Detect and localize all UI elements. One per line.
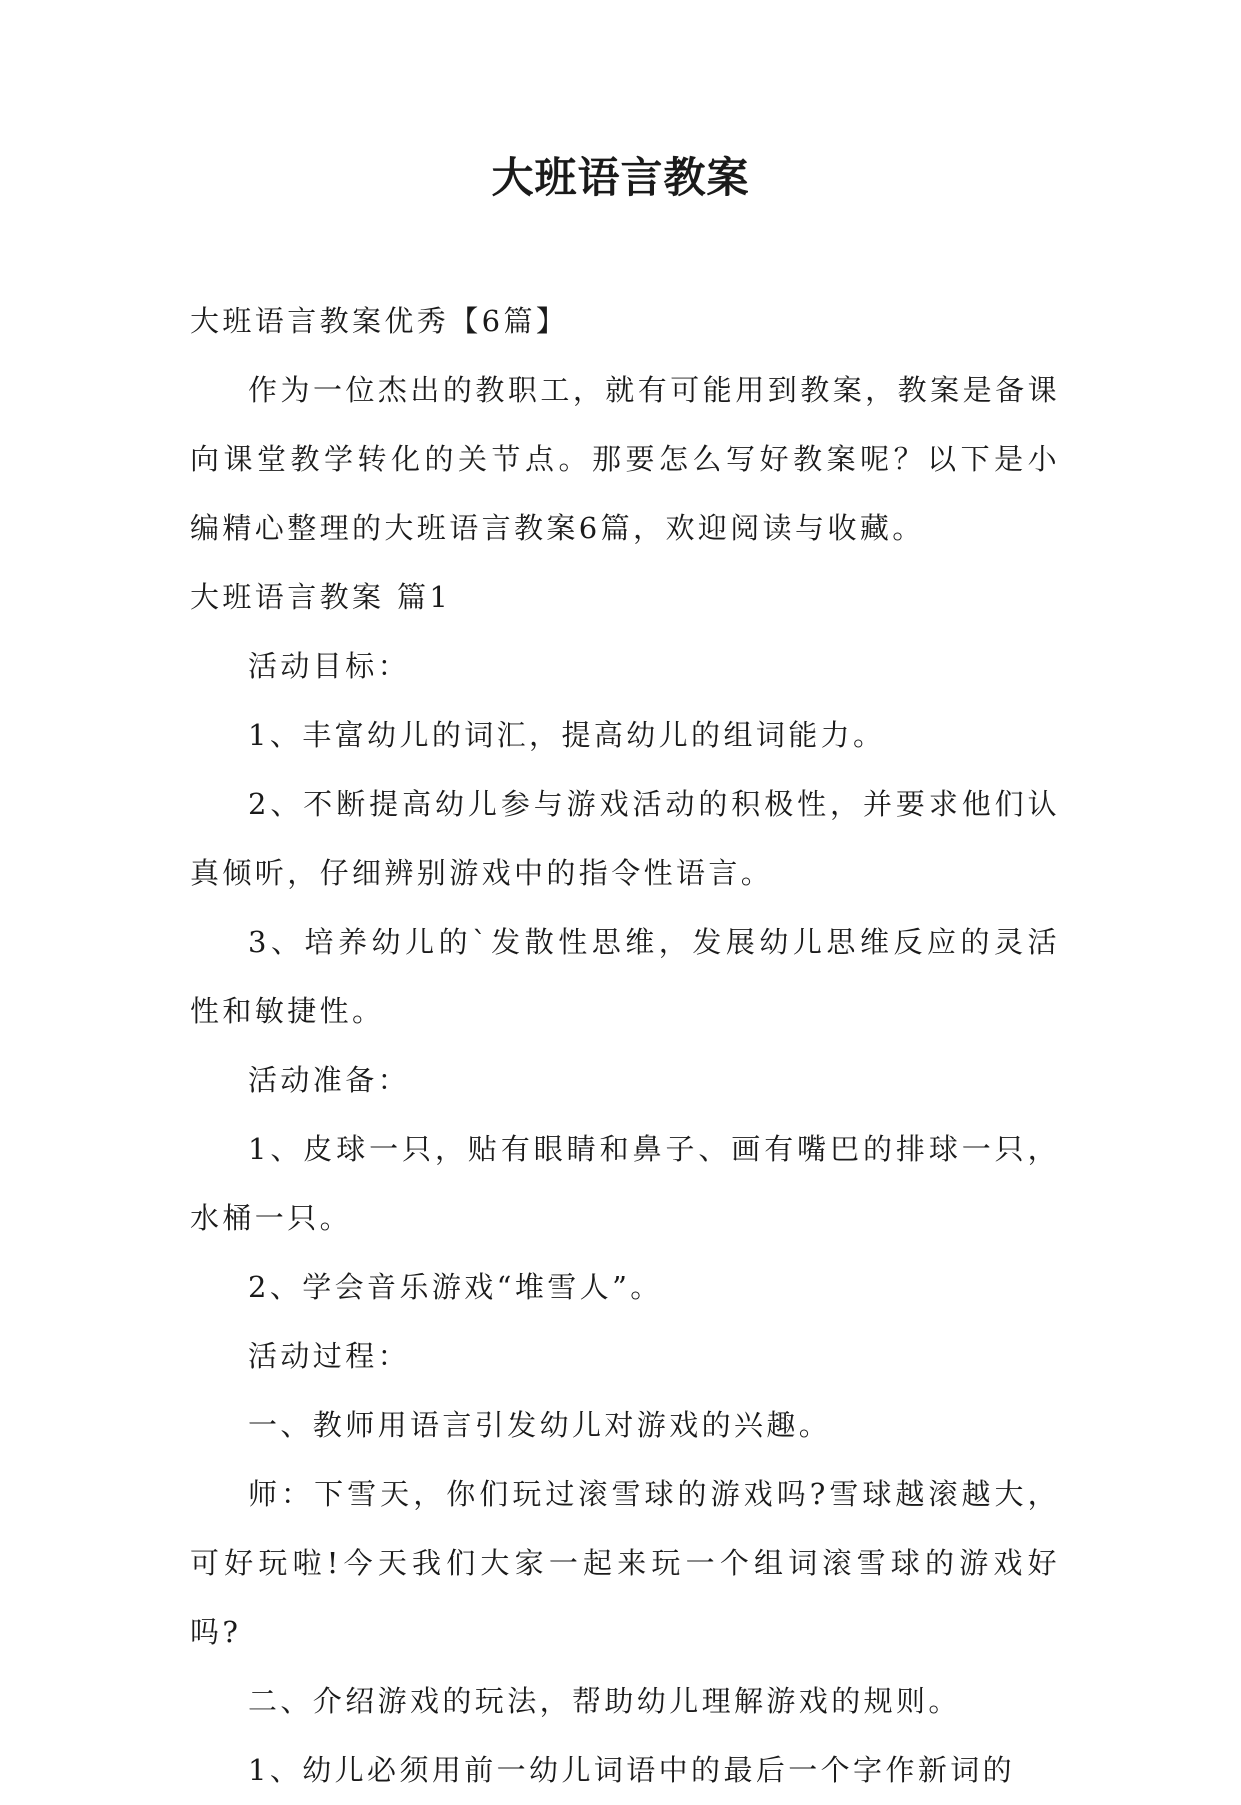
paragraph-prep-1: 1、皮球一只，贴有眼睛和鼻子、画有嘴巴的排球一只，水桶一只。 [190,1132,1060,1235]
document-body [190,287,1060,1805]
paragraph-intro: 作为一位杰出的教职工，就有可能用到教案，教案是备课向课堂教学转化的关节点。那要怎么写好教案呢？以下是小编精心整理的大班语言教案6篇，欢迎阅读与收藏。 [190,373,1060,545]
paragraph-teacher-speech: 师：下雪天，你们玩过滚雪球的游戏吗?雪球越滚越大，可好玩啦!今天我们大家一起来玩一个组词滚雪球的游戏好吗? [190,1477,1060,1649]
paragraph-goal-2: 2、不断提高幼儿参与游戏活动的积极性，并要求他们认真倾听，仔细辨别游戏中的指令性语言。 [190,787,1060,890]
paragraph-prep-label: 活动准备： [248,1063,411,1097]
paragraph-prep-2: 2、学会音乐游戏“堆雪人”。 [248,1270,663,1304]
paragraph-goals-label: 活动目标： [248,649,411,683]
paragraph-process-label: 活动过程： [248,1339,411,1373]
section-heading: 大班语言教案 篇1 [190,580,452,614]
paragraph-heading: 大班语言教案优秀【6篇】 [190,304,569,338]
paragraph-goal-1: 1、丰富幼儿的词汇，提高幼儿的组词能力。 [248,718,886,752]
document-title: 大班语言教案 [491,153,750,202]
paragraph-goal-3: 3、培养幼儿的`发散性思维，发展幼儿思维反应的灵活性和敏捷性。 [190,925,1060,1028]
paragraph-rule-1: 1、幼儿必须用前一幼儿词语中的最后一个字作新词的 [248,1753,1016,1787]
paragraph-process-2: 二、介绍游戏的玩法，帮助幼儿理解游戏的规则。 [248,1684,961,1718]
paragraph-process-1: 一、教师用语言引发幼儿对游戏的兴趣。 [248,1408,832,1442]
